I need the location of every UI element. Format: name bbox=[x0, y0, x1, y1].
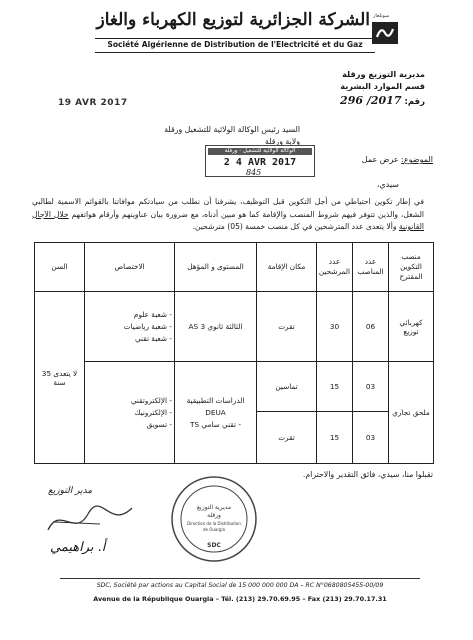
cell-candidates-count: 15 bbox=[317, 362, 353, 412]
cell-specialty bbox=[85, 362, 175, 464]
cell-positions-count: 06 bbox=[353, 292, 389, 362]
cell-location: تماسين bbox=[257, 362, 317, 412]
header-positions-count: عدد المناصب bbox=[353, 243, 389, 292]
sonelgaz-logo-icon bbox=[372, 22, 398, 44]
salutation: سيدي، bbox=[376, 180, 399, 189]
specialty-item: - شعبة رياضيات bbox=[123, 321, 172, 331]
department-line: قسم الموارد البشرية bbox=[340, 81, 425, 91]
table-header-row bbox=[35, 243, 434, 292]
specialty-item: - شعبة تقني bbox=[134, 333, 172, 343]
body-text-before: في إطار تكوين احتياطي من أجل التكوين قبل التوظيف، يشرفنا أن نطلب من سيادتكم موافاتنا بالقوائم الاسمية لطالبي الشغل، والذين تتوفر فيهم شروط المنصب والإقامة كما هو مبين أدناه، مع ضرورة بيان عناوينهم وأرقام هواتفهم bbox=[32, 197, 424, 219]
header-position: منصب التكوين المقترح bbox=[389, 243, 434, 292]
header-specialty: الاختصاص bbox=[85, 243, 175, 292]
cell-positions-count: 03 bbox=[353, 412, 389, 464]
header-divider-top bbox=[95, 38, 375, 39]
registration-stamp-number: 845 bbox=[246, 168, 262, 177]
cell-location: تقرت bbox=[257, 412, 317, 464]
directorate-line: مديرية التوزيع ورقلة bbox=[342, 69, 425, 79]
recipient-line: السيد رئيس الوكالة الولائية للتشغيل ورقلة bbox=[164, 125, 300, 134]
subject-text: عرض عمل bbox=[361, 155, 399, 164]
cell-position: ملحق تجاري bbox=[389, 362, 434, 464]
date-stamp: 19 AVR 2017 bbox=[58, 98, 128, 108]
footer-legal: SDC, Société par actions au Capital Social de 15 000 000 000 DA – RC N°0680805455-00/09 bbox=[96, 582, 384, 589]
signature-title: مدير التوزيع bbox=[48, 486, 93, 496]
specialty-item: - شعبة علوم bbox=[133, 309, 172, 319]
cell-location: تقرت bbox=[257, 292, 317, 362]
cell-age: لا يتعدى 35 سنة bbox=[35, 292, 85, 464]
footer-address: Avenue de la République Ouargla – Tél. (213) 29.70.69.95 – Fax (213) 29.70.17.31 bbox=[93, 595, 387, 603]
seal-line-3: Direction de la Distribution bbox=[187, 521, 241, 526]
header-age: السن bbox=[35, 243, 85, 292]
table-row bbox=[35, 362, 434, 412]
registration-stamp-date: 2 4 AVR 2017 bbox=[223, 157, 297, 168]
reference-label: رقم: bbox=[404, 97, 425, 107]
cell-qualification: الثالثة ثانوي 3 AS bbox=[175, 292, 257, 362]
directorate-block bbox=[285, 68, 425, 92]
qualification-item: الدراسات التطبيقية bbox=[186, 395, 245, 405]
official-seal-icon bbox=[170, 475, 258, 563]
registration-stamp bbox=[205, 145, 315, 177]
body-paragraph bbox=[32, 196, 424, 234]
signature-name: أ. براهيمي bbox=[50, 540, 106, 555]
seal-line-2: ورقلة bbox=[207, 512, 221, 519]
logo-text: سونلغاز bbox=[373, 13, 390, 19]
company-name-arabic: الشركة الجزائرية لتوزيع الكهرباء والغاز bbox=[96, 10, 370, 30]
header-divider-bottom bbox=[95, 52, 375, 53]
cell-position: كهربائي توزيع bbox=[389, 292, 434, 362]
body-text-underlined: خلال الآجال القانونية bbox=[32, 209, 424, 231]
subject-line bbox=[362, 155, 433, 164]
seal-line-4: de Ouargla bbox=[202, 527, 226, 532]
cell-qualification bbox=[175, 362, 257, 464]
header-qualification: المستوى و المؤهل bbox=[175, 243, 257, 292]
cell-candidates-count: 30 bbox=[317, 292, 353, 362]
seal-bottom: SDC bbox=[207, 542, 221, 549]
closing-line: تقبلوا منا، سيدي، فائق التقدير والاحترام. bbox=[302, 470, 433, 479]
positions-table bbox=[34, 242, 434, 464]
cell-specialty bbox=[85, 292, 175, 362]
cell-positions-count: 03 bbox=[353, 362, 389, 412]
recipient-state: ولاية ورقلة bbox=[264, 137, 300, 146]
footer-divider bbox=[60, 578, 420, 579]
seal-line-1: مديرية التوزيع bbox=[196, 504, 232, 511]
header-location: مكان الإقامة bbox=[257, 243, 317, 292]
body-text-after: وألا يتعدى عدد المترشحين في كل منصب خمسة (05) مترشحين. bbox=[192, 222, 399, 231]
specialty-item: - الإلكتروتقني bbox=[130, 395, 172, 405]
subject-label: الموضوع: bbox=[401, 155, 433, 164]
reference-number bbox=[340, 94, 425, 107]
reference-value: 2017/ 296 bbox=[340, 94, 402, 107]
signature-scribble-icon bbox=[40, 500, 140, 540]
cell-candidates-count: 15 bbox=[317, 412, 353, 464]
specialty-item: - الإلكترونيك bbox=[134, 407, 172, 417]
header-candidates-count: عدد المرشحين bbox=[317, 243, 353, 292]
specialty-item: - تسويق bbox=[146, 419, 172, 429]
table-row bbox=[35, 292, 434, 362]
qualification-item: DEUA bbox=[205, 407, 226, 417]
qualification-item: - تقني سامي TS bbox=[189, 419, 242, 429]
registration-stamp-header: الوكالة الولائية للتشغيل - ورقلة bbox=[208, 148, 312, 155]
company-name-french: Société Algérienne de Distribution de l'Electricité et du Gaz bbox=[107, 40, 363, 49]
